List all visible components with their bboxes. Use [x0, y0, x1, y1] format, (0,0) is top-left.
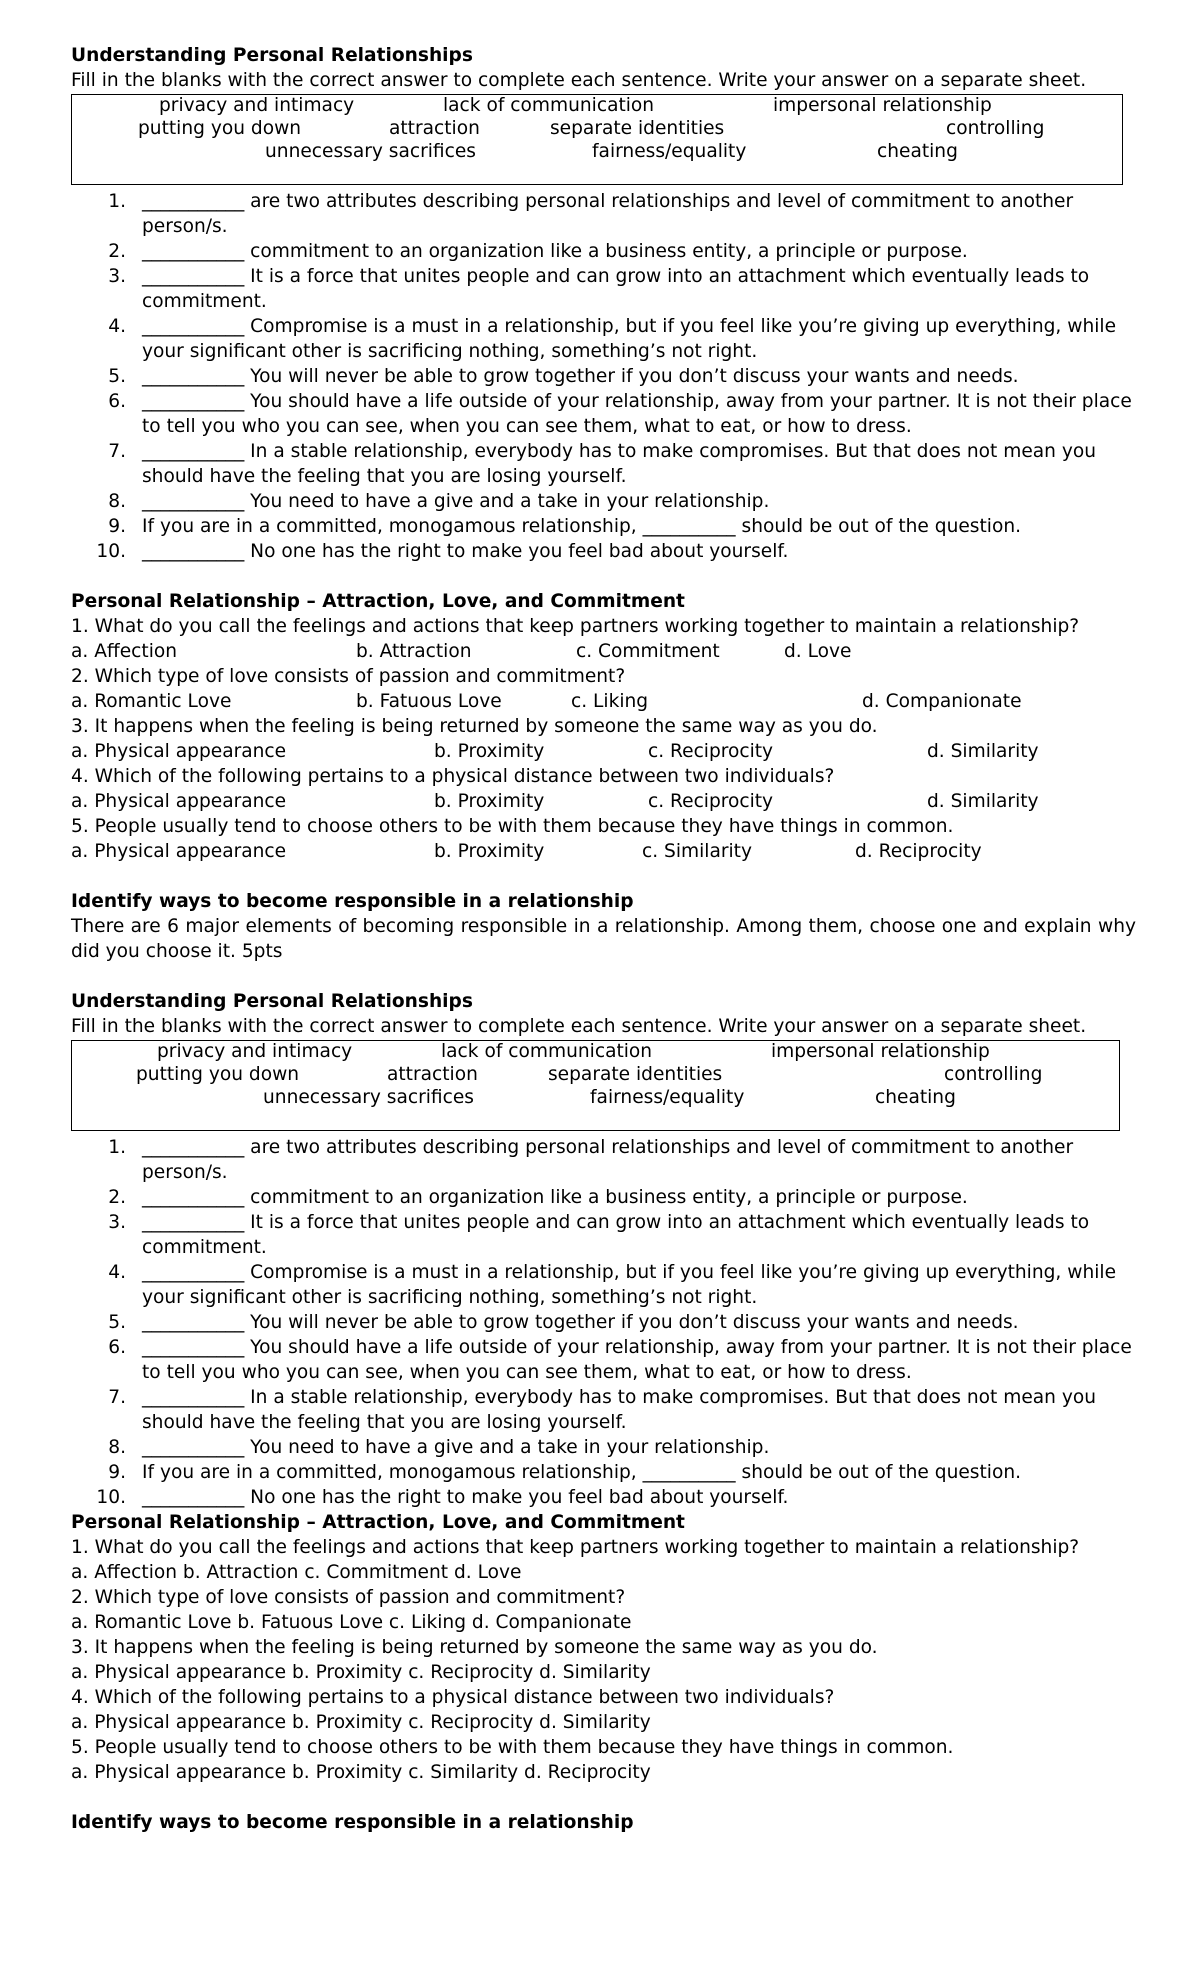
- word-bank-item: fairness/equality: [592, 141, 747, 162]
- question: 1. What do you call the feelings and actions that keep partners working together to maintain a relationship?: [71, 616, 1080, 637]
- question: 3. It happens when the feeling is being returned by someone the same way as you do.: [71, 1637, 878, 1658]
- list-item: 8. ___________ You need to have a give and a take in your relationship.: [108, 1437, 770, 1458]
- options-row: [71, 789, 1136, 814]
- list-item: 3. ___________ It is a force that unites people and can grow into an attachment which eventually leads to commitment.: [108, 1212, 1090, 1258]
- list-item: 10. ___________ No one has the right to make you feel bad about yourself.: [96, 1487, 789, 1508]
- word-bank-item: controlling: [944, 1064, 1043, 1085]
- question: 4. Which of the following pertains to a physical distance between two individuals?: [71, 766, 835, 787]
- worksheet-document: [71, 43, 1136, 1835]
- question: 4. Which of the following pertains to a physical distance between two individuals?: [71, 1687, 835, 1708]
- option: a. Romantic Love: [71, 691, 232, 712]
- word-bank-item: putting you down: [136, 1064, 300, 1085]
- option: c. Liking: [571, 691, 649, 712]
- options-row: [71, 839, 1136, 864]
- list-item: 8. ___________ You need to have a give and a take in your relationship.: [108, 491, 770, 512]
- list-item: 4. ___________ Compromise is a must in a relationship, but if you feel like you’re giving up everything, while your significant other is sacrificing nothing, something’s not right.: [108, 1262, 1117, 1308]
- option: a. Physical appearance: [71, 741, 287, 762]
- option: c. Reciprocity: [648, 741, 774, 762]
- list-item: 1. ___________ are two attributes describing personal relationships and level of commitment to another person/s.: [108, 191, 1074, 237]
- list-item: 7. ___________ In a stable relationship, everybody has to make compromises. But that does not mean you should have the feeling that you are losing yourself.: [108, 1387, 1097, 1433]
- question: 5. People usually tend to choose others to be with them because they have things in common.: [71, 1737, 954, 1758]
- word-bank-item: privacy and intimacy: [159, 95, 355, 116]
- option: d. Reciprocity: [855, 841, 982, 862]
- word-bank-item: lack of communication: [443, 95, 655, 116]
- quiz-title: Personal Relationship – Attraction, Love, and Commitment: [71, 591, 685, 612]
- list-item: 2. ___________ commitment to an organization like a business entity, a principle or purpose.: [108, 1187, 968, 1208]
- list-item: 3. ___________ It is a force that unites people and can grow into an attachment which eventually leads to commitment.: [108, 266, 1090, 312]
- essay-title: Identify ways to become responsible in a relationship: [71, 891, 634, 912]
- word-bank-item: unnecessary sacrifices: [263, 1087, 474, 1108]
- option: b. Attraction: [356, 641, 472, 662]
- word-bank-item: attraction: [387, 1064, 478, 1085]
- option: a. Physical appearance: [71, 841, 287, 862]
- word-bank-item: attraction: [389, 118, 480, 139]
- list-item: 10. ___________ No one has the right to make you feel bad about yourself.: [96, 541, 789, 562]
- option: b. Fatuous Love: [356, 691, 502, 712]
- option: d. Companionate: [862, 691, 1022, 712]
- list-item: 7. ___________ In a stable relationship, everybody has to make compromises. But that does not mean you should have the feeling that you are losing yourself.: [108, 441, 1097, 487]
- fill-in-list: [71, 189, 1136, 564]
- essay-title: Identify ways to become responsible in a relationship: [71, 1812, 634, 1833]
- option: a. Affection: [71, 641, 178, 662]
- option: c. Reciprocity: [648, 791, 774, 812]
- options-line: a. Romantic Love b. Fatuous Love c. Liking d. Companionate: [71, 1612, 632, 1633]
- list-item: 9. If you are in a committed, monogamous relationship, __________ should be out of the question.: [108, 1462, 1022, 1483]
- option: b. Proximity: [434, 791, 545, 812]
- option: d. Similarity: [927, 791, 1039, 812]
- fill-in-list: [71, 1135, 1136, 1510]
- word-bank-item: lack of communication: [441, 1041, 653, 1062]
- word-bank-box: [71, 1040, 1120, 1131]
- word-bank-item: controlling: [946, 118, 1045, 139]
- question: 2. Which type of love consists of passion and commitment?: [71, 1587, 626, 1608]
- word-bank-item: cheating: [875, 1087, 956, 1108]
- list-item: 9. If you are in a committed, monogamous relationship, __________ should be out of the question.: [108, 516, 1022, 537]
- essay-prompt: There are 6 major elements of becoming responsible in a relationship. Among them, choose one and explain why did you choose it. 5pts: [71, 916, 1136, 962]
- list-item: 6. ___________ You should have a life outside of your relationship, away from your partner. It is not their place to tell you who you can see, when you can see them, what to eat, or how to dress.: [108, 391, 1132, 437]
- question: 2. Which type of love consists of passion and commitment?: [71, 666, 626, 687]
- option: b. Proximity: [434, 741, 545, 762]
- option: b. Proximity: [434, 841, 545, 862]
- list-item: 4. ___________ Compromise is a must in a relationship, but if you feel like you’re giving up everything, while your significant other is sacrificing nothing, something’s not right.: [108, 316, 1117, 362]
- question: 5. People usually tend to choose others to be with them because they have things in common.: [71, 816, 954, 837]
- option: a. Physical appearance: [71, 791, 287, 812]
- word-bank-item: separate identities: [550, 118, 725, 139]
- list-item: 6. ___________ You should have a life outside of your relationship, away from your partner. It is not their place to tell you who you can see, when you can see them, what to eat, or how to dress.: [108, 1337, 1132, 1383]
- section-title: Understanding Personal Relationships: [71, 991, 473, 1012]
- list-item: 1. ___________ are two attributes describing personal relationships and level of commitment to another person/s.: [108, 1137, 1074, 1183]
- word-bank-item: impersonal relationship: [773, 95, 992, 116]
- word-bank-item: privacy and intimacy: [157, 1041, 353, 1062]
- option: d. Love: [784, 641, 852, 662]
- list-item: 5. ___________ You will never be able to grow together if you don’t discuss your wants and needs.: [108, 1312, 1019, 1333]
- option: c. Similarity: [642, 841, 752, 862]
- word-bank-item: putting you down: [138, 118, 302, 139]
- word-bank-item: separate identities: [548, 1064, 723, 1085]
- list-item: 2. ___________ commitment to an organization like a business entity, a principle or purpose.: [108, 241, 968, 262]
- options-line: a. Affection b. Attraction c. Commitment d. Love: [71, 1562, 522, 1583]
- options-line: a. Physical appearance b. Proximity c. Reciprocity d. Similarity: [71, 1712, 651, 1733]
- option: d. Similarity: [927, 741, 1039, 762]
- instructions: Fill in the blanks with the correct answer to complete each sentence. Write your answer on a separate sheet.: [71, 1016, 1087, 1037]
- word-bank-item: impersonal relationship: [771, 1041, 990, 1062]
- word-bank-item: fairness/equality: [590, 1087, 745, 1108]
- question: 3. It happens when the feeling is being returned by someone the same way as you do.: [71, 716, 878, 737]
- options-line: a. Physical appearance b. Proximity c. Similarity d. Reciprocity: [71, 1762, 651, 1783]
- list-item: 5. ___________ You will never be able to grow together if you don’t discuss your wants and needs.: [108, 366, 1019, 387]
- word-bank-box: [71, 94, 1123, 185]
- options-line: a. Physical appearance b. Proximity c. Reciprocity d. Similarity: [71, 1662, 651, 1683]
- question: 1. What do you call the feelings and actions that keep partners working together to maintain a relationship?: [71, 1537, 1080, 1558]
- word-bank-item: cheating: [877, 141, 958, 162]
- quiz-title: Personal Relationship – Attraction, Love, and Commitment: [71, 1512, 685, 1533]
- options-row: [71, 689, 1136, 714]
- options-row: [71, 739, 1136, 764]
- option: c. Commitment: [576, 641, 720, 662]
- section-title: Understanding Personal Relationships: [71, 45, 473, 66]
- word-bank-item: unnecessary sacrifices: [265, 141, 476, 162]
- instructions: Fill in the blanks with the correct answer to complete each sentence. Write your answer on a separate sheet.: [71, 70, 1087, 91]
- options-row: [71, 639, 1136, 664]
